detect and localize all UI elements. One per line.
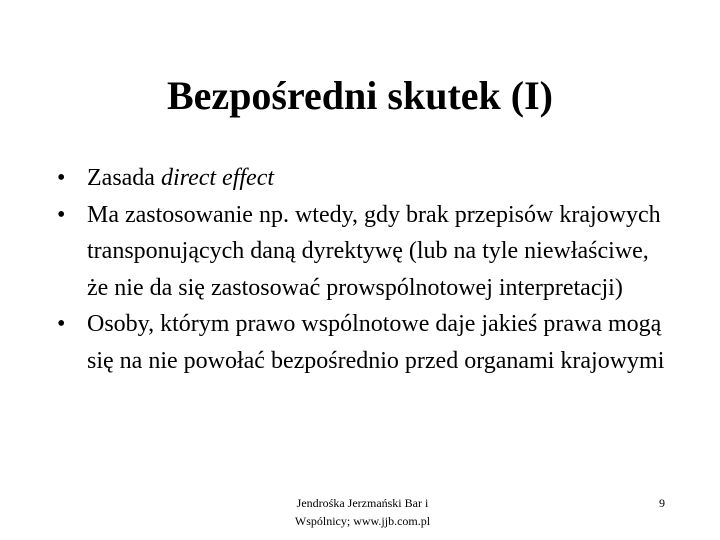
bullet-list	[57, 160, 667, 379]
bullet-item-application	[57, 197, 667, 307]
page-number: 9	[659, 496, 665, 510]
bullet-marker: •	[57, 201, 66, 228]
footer-line-2: Wspólnicy; www.jjb.com.pl	[294, 514, 431, 528]
bullet-text-prefix: Zasada	[87, 165, 161, 191]
bullet-text: Ma zastosowanie np. wtedy, gdy brak przepisów krajowych transponujących daną dyrektywę (lub na tyle niewłaściwe, że nie da się zastosować prowspólnotowej interpretacji)	[87, 201, 661, 301]
bullet-item-direct-effect	[57, 160, 667, 197]
slide-title: Bezpośredni skutek (I)	[167, 73, 553, 118]
bullet-item-rights	[57, 306, 667, 379]
bullet-marker: •	[57, 165, 66, 191]
bullet-marker: •	[57, 311, 66, 337]
footer-company	[240, 494, 485, 530]
footer-line-1: Jendrośka Jerzmański Bar i	[296, 496, 429, 510]
bullet-text: Osoby, którym prawo wspólnotowe daje jakieś prawa mogą się na nie powołać bezpośrednio przed organami krajowymi	[87, 311, 665, 374]
bullet-text-italic-term: direct effect	[160, 165, 275, 191]
